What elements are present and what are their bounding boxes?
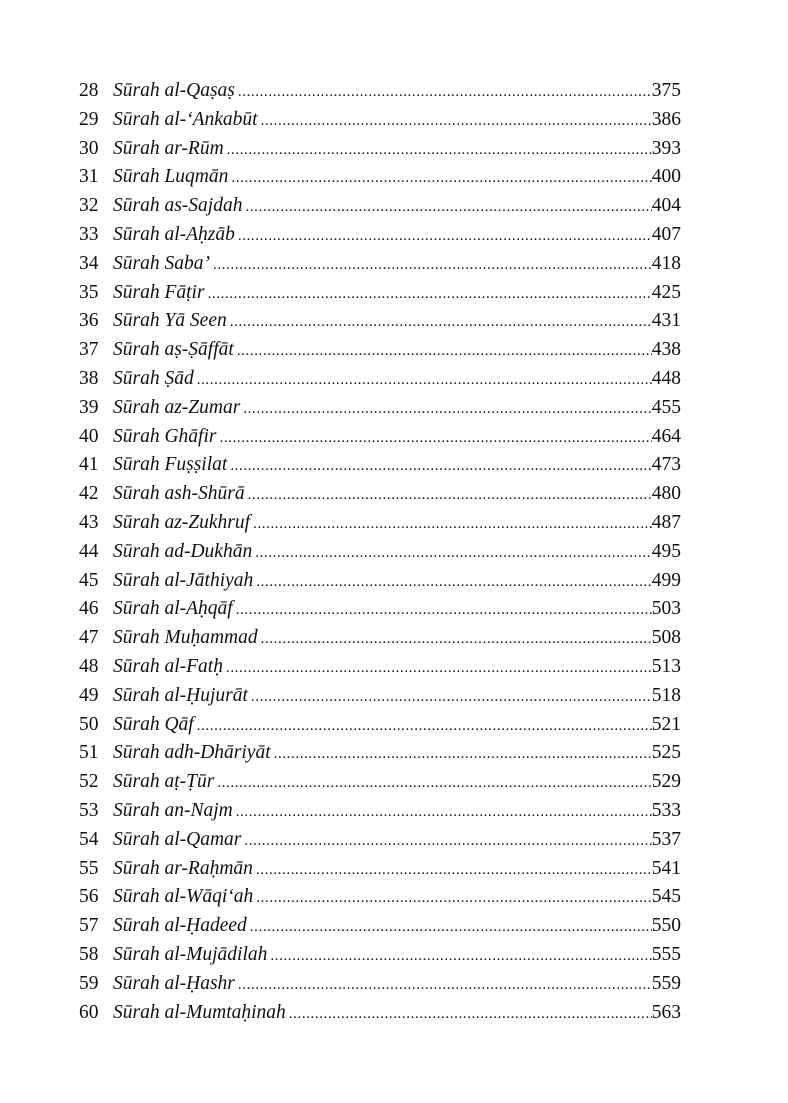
toc-entry-title: Sūrah al-Fatḥ: [113, 655, 223, 677]
toc-entry-page-number: 375: [651, 80, 681, 101]
dot-leader: [261, 107, 652, 136]
dot-leader: [197, 712, 652, 741]
toc-entry-page-number: 404: [651, 195, 681, 217]
toc-entry-title: Sūrah adh-Dhāriyāt: [113, 742, 271, 764]
toc-entry: [79, 595, 681, 624]
dot-leader: [236, 798, 652, 827]
toc-entry-page-number: 555: [651, 943, 681, 965]
toc-entry-number: 60: [79, 1001, 99, 1023]
toc-entry-page-number: 499: [651, 569, 681, 591]
toc-entry-number: 45: [79, 569, 99, 591]
toc-entry-title: Sūrah Luqmān: [113, 166, 229, 188]
dot-leader: [236, 596, 652, 625]
toc-entry: [79, 711, 681, 740]
toc-entry: [79, 653, 681, 682]
toc-entry-title: Sūrah al-Aḥqāf: [113, 598, 233, 620]
toc-entry: [79, 163, 681, 192]
toc-entry-number: 38: [79, 367, 99, 389]
toc-entry: [79, 797, 681, 826]
toc-entry: [79, 135, 681, 164]
toc-entry-title: Sūrah al-Mujādilah: [113, 943, 268, 965]
dot-leader: [237, 337, 652, 366]
toc-entry-number: 50: [79, 713, 99, 735]
toc-entry-title: Sūrah al-Mumtaḥinah: [113, 1001, 286, 1023]
toc-entry: [79, 855, 681, 884]
toc-entry-page-number: 545: [651, 886, 681, 908]
toc-entry-page-number: 537: [651, 828, 681, 850]
toc-entry: [79, 365, 681, 394]
toc-entry-page-number: 525: [651, 742, 681, 764]
toc-entry: [79, 423, 681, 452]
toc-entry: [79, 999, 681, 1028]
dot-leader: [231, 164, 651, 193]
toc-entry-title: Sūrah aṭ-Ṭūr: [113, 771, 215, 793]
dot-leader: [197, 366, 652, 395]
toc-entry-number: 57: [79, 915, 99, 937]
toc-entry-title: Sūrah al-Jāthiyah: [113, 569, 254, 591]
toc-entry-page-number: 495: [651, 540, 681, 562]
toc-entry: [79, 682, 681, 711]
toc-entry-page-number: 513: [651, 655, 681, 677]
toc-entry-title: Sūrah al-Ḥashr: [113, 972, 235, 994]
toc-entry-page-number: 550: [651, 915, 681, 937]
toc-entry-title: Sūrah ash-Shūrā: [113, 483, 245, 505]
toc-entry: [79, 970, 681, 999]
toc-entry-page-number: 518: [651, 684, 681, 706]
toc-entry-title: Sūrah al-Ḥujurāt: [113, 684, 248, 706]
toc-entry-number: 43: [79, 511, 99, 533]
dot-leader: [230, 308, 652, 337]
toc-entry-number: 37: [79, 339, 99, 361]
toc-entry-title: Sūrah al-Qaṣaṣ: [113, 80, 235, 101]
toc-entry: [79, 768, 681, 797]
toc-entry: [79, 826, 681, 855]
toc-entry-number: 36: [79, 310, 99, 332]
toc-entry-number: 44: [79, 540, 99, 562]
dot-leader: [255, 539, 652, 568]
toc-entry-page-number: 455: [651, 396, 681, 418]
toc-entry-page-number: 487: [651, 511, 681, 533]
dot-leader: [251, 683, 652, 712]
toc-entry-number: 42: [79, 483, 99, 505]
toc-entry: [79, 106, 681, 135]
toc-entry-number: 46: [79, 598, 99, 620]
dot-leader: [226, 654, 652, 683]
toc-entry-title: Sūrah az-Zukhruf: [113, 511, 251, 533]
toc-entry: [79, 624, 681, 653]
toc-entry-title: Sūrah Ghāfir: [113, 425, 217, 447]
toc-entry-title: Sūrah Saba’: [113, 252, 210, 274]
toc-entry: [79, 941, 681, 970]
toc-entry: [79, 739, 681, 768]
toc-entry-number: 49: [79, 684, 99, 706]
toc-entry-number: 48: [79, 655, 99, 677]
dot-leader: [213, 251, 652, 280]
toc-entry-number: 33: [79, 223, 99, 245]
toc-entry-page-number: 425: [651, 281, 681, 303]
dot-leader: [230, 452, 651, 481]
toc-entry-title: Sūrah Fuṣṣilat: [113, 454, 228, 476]
toc-entry-title: Sūrah Qāf: [113, 713, 194, 735]
toc-entry-number: 35: [79, 281, 99, 303]
dot-leader: [243, 395, 651, 424]
toc-entry-title: Sūrah al-Ḥadeed: [113, 915, 247, 937]
toc-entry-number: 59: [79, 972, 99, 994]
toc-entry-page-number: 448: [651, 367, 681, 389]
toc-entry: [79, 192, 681, 221]
toc-entry-page-number: 503: [651, 598, 681, 620]
toc-entry-title: Sūrah ar-Raḥmān: [113, 857, 253, 879]
toc-entry: [79, 538, 681, 567]
toc-entry-page-number: 480: [651, 483, 681, 505]
toc-entry-number: 40: [79, 425, 99, 447]
toc-entry: [79, 221, 681, 250]
toc-entry: [79, 307, 681, 336]
toc-entry: [79, 912, 681, 941]
toc-entry-page-number: 508: [651, 627, 681, 649]
toc-entry-number: 51: [79, 742, 99, 764]
toc-entry: [79, 883, 681, 912]
dot-leader: [256, 884, 651, 913]
dot-leader: [253, 510, 652, 539]
toc-entry-page-number: 533: [651, 799, 681, 821]
dot-leader: [217, 769, 651, 798]
toc-entry-page-number: 400: [651, 166, 681, 188]
toc-entry-number: 39: [79, 396, 99, 418]
toc-entry-page-number: 386: [651, 108, 681, 130]
dot-leader: [238, 971, 652, 1000]
toc-entry-number: 58: [79, 943, 99, 965]
toc-entry-page-number: 431: [651, 310, 681, 332]
toc-entry-title: Sūrah an-Najm: [113, 799, 233, 821]
toc-entry-number: 56: [79, 886, 99, 908]
toc-entry-title: Sūrah Muḥammad: [113, 627, 258, 649]
toc-entry: [79, 394, 681, 423]
toc-entry-page-number: 529: [651, 771, 681, 793]
toc-entry-page-number: 473: [651, 454, 681, 476]
dot-leader: [261, 625, 652, 654]
toc-entry-number: 54: [79, 828, 99, 850]
toc-entry-title: Sūrah aṣ-Ṣāffāt: [113, 339, 234, 361]
dot-leader: [248, 481, 652, 510]
dot-leader: [256, 568, 651, 597]
toc-entry-number: 47: [79, 627, 99, 649]
toc-entry-number: 55: [79, 857, 99, 879]
toc-entry-number: 32: [79, 195, 99, 217]
toc-entry-title: Sūrah al-Wāqi‘ah: [113, 886, 254, 908]
toc-entry-title: Sūrah al-Aḥzāb: [113, 223, 235, 245]
toc-entry-title: Sūrah as-Sajdah: [113, 195, 243, 217]
toc-entry-page-number: 559: [651, 972, 681, 994]
toc-entry-number: 29: [79, 108, 99, 130]
toc-entry-number: 34: [79, 252, 99, 274]
dot-leader: [238, 78, 652, 107]
toc-entry: [79, 77, 681, 106]
toc-entry-page-number: 464: [651, 425, 681, 447]
toc-entry: [79, 279, 681, 308]
dot-leader: [245, 193, 651, 222]
toc-entry-number: 52: [79, 771, 99, 793]
toc-entry-number: 28: [79, 80, 99, 101]
toc-entry-page-number: 438: [651, 339, 681, 361]
toc-entry-title: Sūrah az-Zumar: [113, 396, 241, 418]
toc-entry-title: Sūrah ad-Dukhān: [113, 540, 253, 562]
toc-entry-title: Sūrah al-‘Ankabūt: [113, 108, 258, 130]
toc-entry-number: 41: [79, 454, 99, 476]
toc-entry-number: 30: [79, 137, 99, 159]
dot-leader: [238, 222, 652, 251]
toc-entry: [79, 509, 681, 538]
toc-entry: [79, 250, 681, 279]
toc-entry: [79, 567, 681, 596]
toc-entry-page-number: 541: [651, 857, 681, 879]
table-of-contents: [79, 77, 681, 1027]
toc-entry-title: Sūrah al-Qamar: [113, 828, 242, 850]
toc-entry: [79, 451, 681, 480]
dot-leader: [250, 913, 652, 942]
dot-leader: [256, 856, 652, 885]
toc-entry: [79, 480, 681, 509]
toc-entry-page-number: 563: [651, 1001, 681, 1023]
dot-leader: [219, 424, 651, 453]
toc-entry-page-number: 418: [651, 252, 681, 274]
dot-leader: [244, 827, 651, 856]
toc-entry: [79, 336, 681, 365]
toc-entry-title: Sūrah Yā Seen: [113, 310, 227, 332]
dot-leader: [227, 136, 652, 165]
toc-entry-page-number: 521: [651, 713, 681, 735]
dot-leader: [274, 740, 652, 769]
dot-leader: [208, 280, 652, 309]
toc-entry-number: 31: [79, 166, 99, 188]
toc-entry-number: 53: [79, 799, 99, 821]
toc-entry-title: Sūrah Ṣād: [113, 367, 194, 389]
dot-leader: [270, 942, 651, 971]
toc-entry-title: Sūrah Fāṭir: [113, 281, 205, 303]
toc-entry-title: Sūrah ar-Rūm: [113, 137, 224, 159]
toc-entry-page-number: 393: [651, 137, 681, 159]
dot-leader: [289, 1000, 652, 1029]
toc-entry-page-number: 407: [651, 223, 681, 245]
